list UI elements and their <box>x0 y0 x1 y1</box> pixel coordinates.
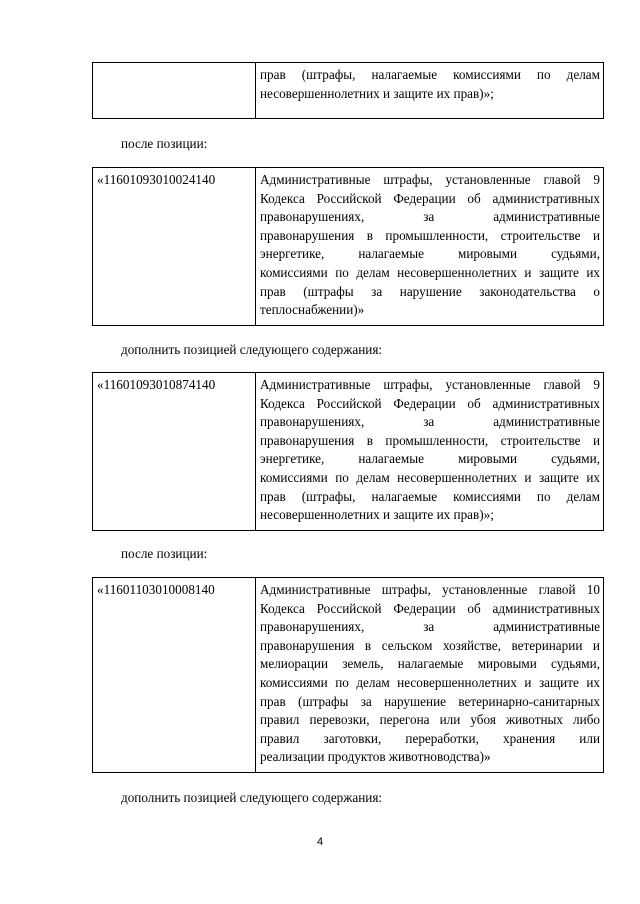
budget-code-cell: «11601103010008140 <box>93 578 256 773</box>
description-line: правонарушения в промышленности, строительстве и <box>260 432 600 448</box>
description-line: правонарушения в промышленности, строительстве и <box>260 227 600 243</box>
description-line: Кодекса Российской Федерации об административных <box>260 395 600 411</box>
description-line: прав (штрафы за нарушение ветеринарно-санитарных <box>260 693 600 709</box>
paragraph-add-position: дополнить позицией следующего содержания: <box>121 790 383 805</box>
description-cell <box>256 578 604 773</box>
paragraph-after-position: после позиции: <box>121 546 208 561</box>
description-cell <box>256 63 604 119</box>
description-line: правил перевозки, перегона или убоя животных либо <box>260 712 600 728</box>
description-line: энергетике, налагаемые мировыми судьями, <box>260 451 600 467</box>
description-line: несовершеннолетних и защите их прав)»; <box>260 85 494 101</box>
description-cell <box>256 168 604 326</box>
description-line: теплоснабжении)» <box>260 302 365 318</box>
description-line: комиссиями по делам несовершеннолетних и защите их <box>260 469 600 485</box>
table-row <box>93 168 604 326</box>
description-line: мелиорации земель, налагаемые мировыми судьями, <box>260 656 600 672</box>
paragraph-after-position: после позиции: <box>121 136 208 151</box>
description-line: комиссиями по делам несовершеннолетних и защите их <box>260 674 600 690</box>
budget-code-table <box>92 577 604 773</box>
description-line: правонарушениях, за административные <box>260 414 600 430</box>
budget-code-cell <box>93 63 256 119</box>
paragraph-add-position: дополнить позицией следующего содержания: <box>121 342 383 357</box>
budget-code-table-continued <box>92 62 604 119</box>
description-line: комиссиями по делам несовершеннолетних и защите их <box>260 264 600 280</box>
description-line: несовершеннолетних и защите их прав)»; <box>260 507 494 523</box>
description-line: прав (штрафы за нарушение законодательства о <box>260 283 600 299</box>
table-row <box>93 63 604 119</box>
description-line: правил заготовки, переработки, хранения или <box>260 730 600 746</box>
description-line: Административные штрафы, установленные главой 9 <box>260 377 600 392</box>
description-line: Административные штрафы, установленные главой 10 <box>260 582 600 597</box>
description-line: Административные штрафы, установленные главой 9 <box>260 172 600 187</box>
description-line: прав (штрафы, налагаемые комиссиями по делам <box>260 67 600 82</box>
description-cell <box>256 373 604 531</box>
description-line: правонарушениях, за административные <box>260 209 600 225</box>
description-line: правонарушения в сельском хозяйстве, ветеринарии и <box>260 637 600 653</box>
page-number: 4 <box>316 836 324 848</box>
description-line: энергетике, налагаемые мировыми судьями, <box>260 246 600 262</box>
description-line: Кодекса Российской Федерации об административных <box>260 600 600 616</box>
table-row <box>93 373 604 531</box>
description-line: правонарушениях, за административные <box>260 619 600 635</box>
description-line: Кодекса Российской Федерации об административных <box>260 190 600 206</box>
table-row <box>93 578 604 773</box>
budget-code-table <box>92 167 604 326</box>
budget-code-table <box>92 372 604 531</box>
description-line: реализации продуктов животноводства)» <box>260 749 491 765</box>
budget-code-cell: «11601093010874140 <box>93 373 256 531</box>
budget-code-cell: «11601093010024140 <box>93 168 256 326</box>
description-line: прав (штрафы, налагаемые комиссиями по делам <box>260 488 600 504</box>
